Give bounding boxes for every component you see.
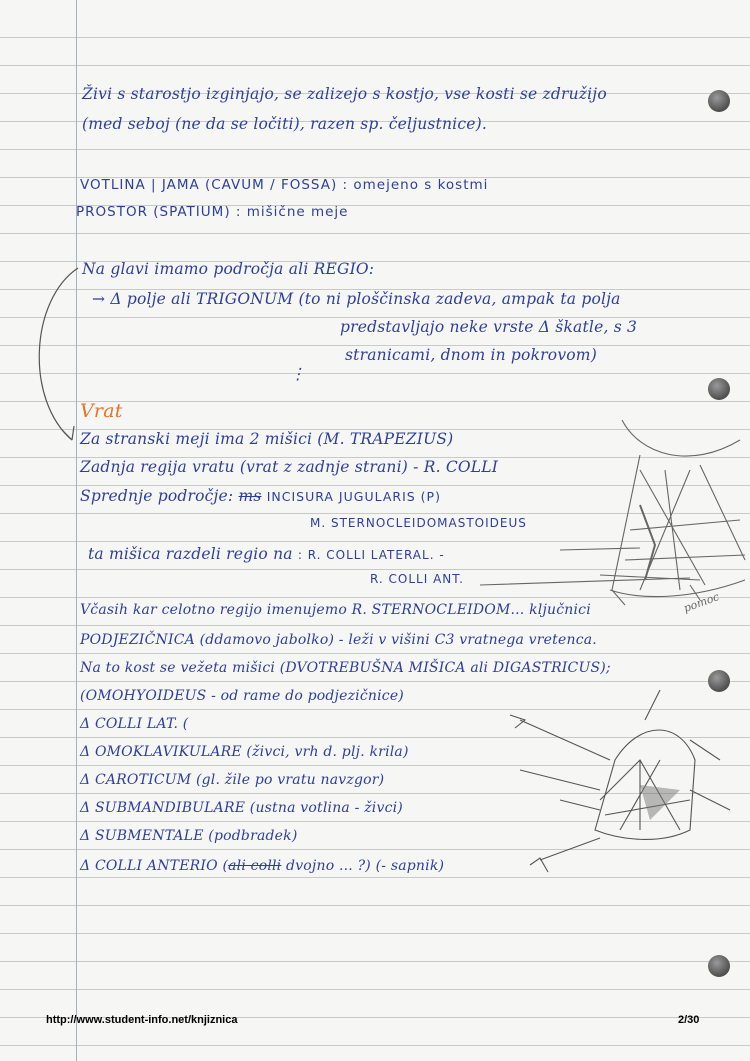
note-line: Δ CAROTICUM (gl. žile po vratu navzgor) bbox=[80, 772, 385, 788]
section-heading: Vrat bbox=[80, 400, 123, 422]
note-line: Δ SUBMENTALE (podbradek) bbox=[80, 828, 298, 844]
note-line: Za stranski meji ima 2 mišici (M. TRAPEZIUS) bbox=[80, 430, 454, 448]
sketch-label: pomoc bbox=[681, 590, 722, 615]
note-line: PROSTOR (SPATIUM) : mišične meje bbox=[76, 204, 349, 220]
note-line: PODJEZIČNICA (ddamovo jabolko) - leži v višini C3 vratnega vretenca. bbox=[80, 632, 597, 648]
note-line: Δ COLLI LAT. ( bbox=[80, 716, 189, 732]
note-line bbox=[80, 487, 441, 505]
note-line: VOTLINA | JAMA (CAVUM / FOSSA) : omejeno s kostmi bbox=[80, 177, 489, 193]
note-line: R. COLLI ANT. bbox=[370, 572, 464, 586]
note-text: Sprednje področje: bbox=[80, 487, 234, 505]
note-line bbox=[80, 858, 444, 874]
page-number: 2/30 bbox=[678, 1014, 700, 1026]
ellipsis-mark: ⋮ bbox=[290, 365, 306, 383]
note-line: Zadnja regija vratu (vrat z zadnje strani) - R. COLLI bbox=[80, 458, 499, 476]
note-line: → Δ polje ali TRIGONUM (to ni ploščinska zadeva, ampak ta polja bbox=[92, 290, 621, 308]
note-line: Včasih kar celotno regijo imenujemo R. STERNOCLEIDOM... ključnici bbox=[80, 602, 591, 618]
struck-text: ali colli bbox=[228, 858, 282, 874]
note-line: Na glavi imamo področja ali REGIO: bbox=[82, 260, 375, 278]
note-text: ta mišica razdeli regio na bbox=[88, 545, 293, 563]
note-text: dvojno ... ?) (- sapnik) bbox=[286, 858, 445, 874]
note-line bbox=[88, 545, 445, 563]
note-line: Δ OMOKLAVIKULARE (živci, vrh d. plj. krila) bbox=[80, 744, 409, 760]
footer-url: http://www.student-info.net/knjiznica bbox=[46, 1014, 238, 1026]
note-line: predstavljajo neke vrste Δ škatle, s 3 bbox=[340, 318, 638, 336]
note-text: Δ COLLI ANTERIO ( bbox=[80, 858, 229, 874]
note-line: Δ SUBMANDIBULARE (ustna votlina - živci) bbox=[80, 800, 403, 816]
note-text: INCISURA JUGULARIS (P) bbox=[266, 489, 441, 504]
note-text: : R. COLLI LATERAL. - bbox=[297, 548, 445, 562]
note-line: (OMOHYOIDEUS - od rame do podjezičnice) bbox=[80, 688, 404, 704]
struck-text: ms bbox=[238, 487, 262, 505]
note-line: (med seboj (ne da se ločiti), razen sp. čeljustnice). bbox=[82, 115, 487, 133]
note-line: stranicami, dnom in pokrovom) bbox=[345, 346, 597, 364]
note-line: Na to kost se vežeta mišici (DVOTREBUŠNA MIŠICA ali DIGASTRICUS); bbox=[80, 660, 611, 676]
note-line: M. STERNOCLEIDOMASTOIDEUS bbox=[310, 516, 527, 530]
note-line: Živi s starostjo izginjajo, se zalizejo s kostjo, vse kosti se združijo bbox=[82, 85, 607, 103]
